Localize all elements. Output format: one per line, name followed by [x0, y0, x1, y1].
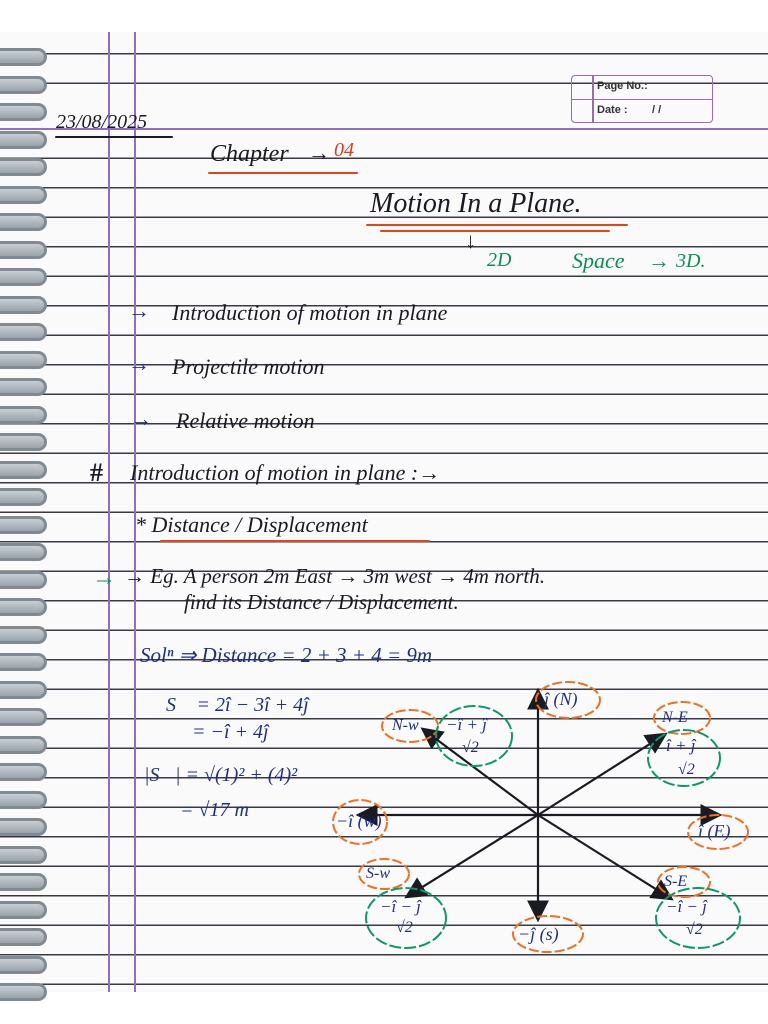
label-sw-den: √2: [396, 919, 413, 936]
magnitude-line-2: = √17 m: [180, 799, 249, 821]
date-label: Date :: [597, 104, 628, 116]
chapter-label: Chapter: [210, 141, 289, 167]
arrow-south-east: [538, 815, 670, 898]
right-arrow-icon: →: [648, 248, 670, 273]
label-nw-num: −î + ĵ: [446, 715, 487, 734]
label-ne-num: î + ĵ: [666, 736, 696, 755]
label-south: −ĵ (s): [518, 924, 559, 944]
magnitude-line-1: |S⃗| = √(1)² + (4)²: [144, 764, 298, 786]
label-west: −î (w): [336, 811, 382, 831]
example-arrow-icon: →: [92, 565, 116, 591]
dim-3d: 3D.: [676, 250, 706, 272]
chapter-arrow: →: [308, 140, 330, 165]
label-se: S-E: [664, 873, 688, 890]
date-slashes: / /: [652, 104, 662, 116]
solution-line-1: Solⁿ ⇒ Distance = 2 + 3 + 4 = 9m: [140, 643, 433, 667]
down-arrow-icon: ↓: [465, 228, 476, 253]
arrow-north-east: [538, 735, 664, 815]
label-nw-den: √2: [462, 739, 479, 756]
chapter-number: 04: [334, 139, 354, 161]
arrow-north-west: [424, 730, 538, 815]
dim-2d: 2D: [487, 249, 512, 271]
label-north: ĵ (N): [544, 689, 578, 709]
page-no-label: Page No.:: [597, 80, 648, 92]
vector-line-1: S⃗ = 2î − 3î + 4ĵ: [166, 694, 309, 716]
outline-item-2: Projectile motion: [172, 354, 325, 379]
label-sw: S-w: [366, 865, 390, 882]
vector-line-2: = −î + 4ĵ: [192, 721, 269, 743]
section-heading: Introduction of motion in plane :→: [130, 460, 441, 485]
topic-title: Motion In a Plane.: [370, 188, 582, 219]
arrow-south-west: [408, 815, 538, 896]
section-hash: #: [90, 458, 103, 487]
label-sw-num: −î − ĵ: [380, 897, 421, 916]
entry-date: 23/08/2025: [56, 111, 148, 133]
outline-arrow-3: →: [130, 406, 152, 431]
label-east: î (E): [698, 821, 731, 841]
example-line-2: find its Distance / Displacement.: [184, 590, 459, 614]
dim-space: Space: [572, 248, 625, 273]
label-nw: N-w: [392, 717, 419, 734]
outline-item-1: Introduction of motion in plane: [172, 300, 448, 325]
outline-item-3: Relative motion: [176, 408, 315, 433]
outline-arrow-2: →: [128, 351, 150, 376]
section-subheading: * Distance / Displacement: [135, 512, 368, 537]
label-se-num: −î − ĵ: [666, 897, 707, 916]
label-ne-den: √2: [678, 761, 695, 778]
example-line-1: → Eg. A person 2m East → 3m west → 4m north.: [124, 564, 545, 588]
outline-arrow-1: →: [128, 298, 150, 323]
label-ne: N-E: [662, 709, 688, 726]
label-se-den: √2: [686, 921, 703, 938]
